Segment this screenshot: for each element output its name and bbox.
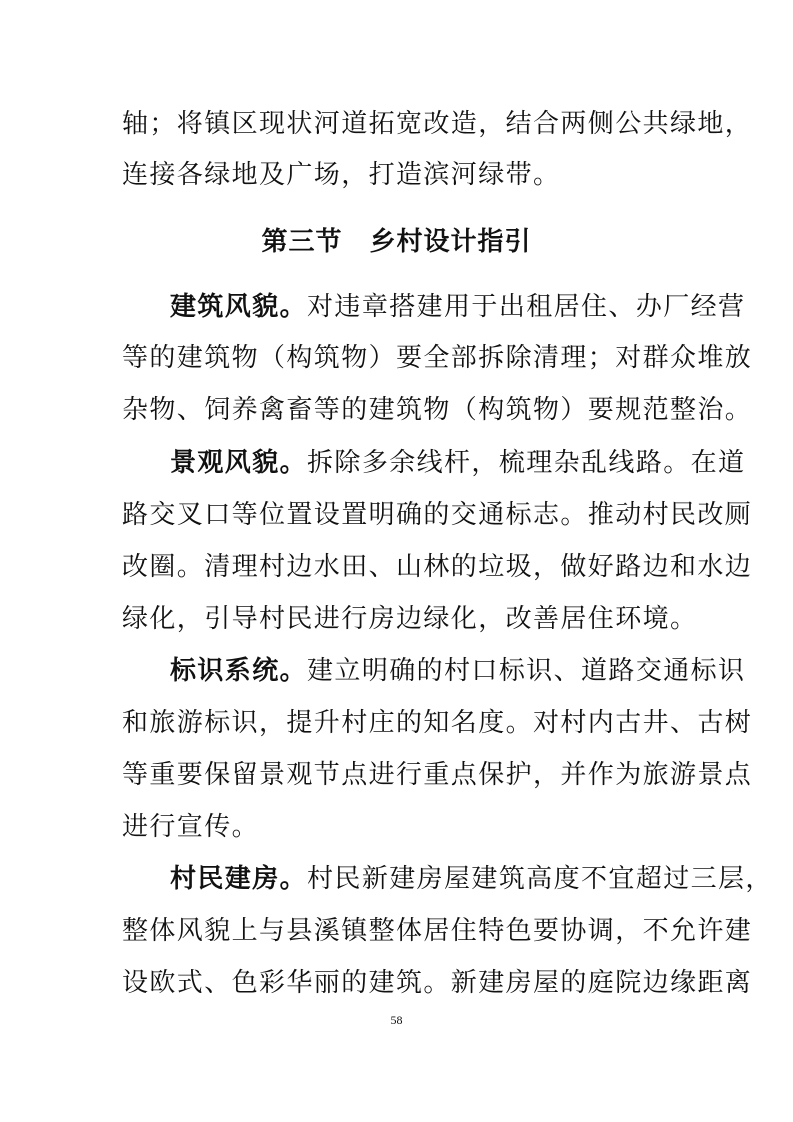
- paragraph-landscape-line-1: 拆除多余线杆，梳理杂乱线路。在道: [307, 448, 746, 478]
- paragraph-architecture-line-1: 对违章搭建用于出租居住、办厂经营: [307, 292, 746, 322]
- paragraph-housing-title: 村民建房。: [170, 864, 308, 894]
- section-heading: 第三节 乡村设计指引: [261, 227, 532, 257]
- paragraph-architecture-first-line: [170, 290, 746, 324]
- paragraph-landscape-line-4: 绿化，引导村民进行房边绿化，改善居住环境。: [122, 604, 698, 634]
- paragraph-architecture-line-2: 等的建筑物（构筑物）要全部拆除清理；对群众堆放: [122, 343, 753, 373]
- paragraph-architecture-line-3: 杂物、饲养禽畜等的建筑物（构筑物）要规范整治。: [122, 395, 753, 425]
- paragraph-landscape-first-line: [170, 446, 746, 480]
- intro-line-1: 轴；将镇区现状河道拓宽改造，结合两侧公共绿地，: [122, 109, 753, 139]
- paragraph-signage-line-2: 和旅游标识，提升村庄的知名度。对村内古井、古树: [122, 708, 753, 738]
- paragraph-architecture-title: 建筑风貌。: [170, 292, 308, 322]
- paragraph-landscape-title: 景观风貌。: [170, 448, 308, 478]
- paragraph-housing-line-1: 村民新建房屋建筑高度不宜超过三层，: [307, 864, 773, 894]
- paragraph-signage-line-3: 等重要保留景观节点进行重点保护，并作为旅游景点: [122, 760, 753, 790]
- paragraph-signage-line-4: 进行宣传。: [122, 812, 260, 842]
- page-number: 58: [390, 1013, 403, 1027]
- intro-line-2: 连接各绿地及广场，打造滨河绿带。: [122, 160, 561, 190]
- paragraph-signage-first-line: [170, 654, 746, 688]
- paragraph-signage-title: 标识系统。: [170, 656, 308, 686]
- paragraph-housing-line-2: 整体风貌上与县溪镇整体居住特色要协调，不允许建: [122, 916, 753, 946]
- paragraph-landscape-line-2: 路交叉口等位置设置明确的交通标志。推动村民改厕: [122, 500, 753, 530]
- paragraph-housing-first-line: [170, 862, 773, 896]
- paragraph-signage-line-1: 建立明确的村口标识、道路交通标识: [307, 656, 746, 686]
- paragraph-housing-line-3: 设欧式、色彩华丽的建筑。新建房屋的庭院边缘距离: [122, 968, 753, 998]
- paragraph-landscape-line-3: 改圈。清理村边水田、山林的垃圾，做好路边和水边: [122, 552, 753, 582]
